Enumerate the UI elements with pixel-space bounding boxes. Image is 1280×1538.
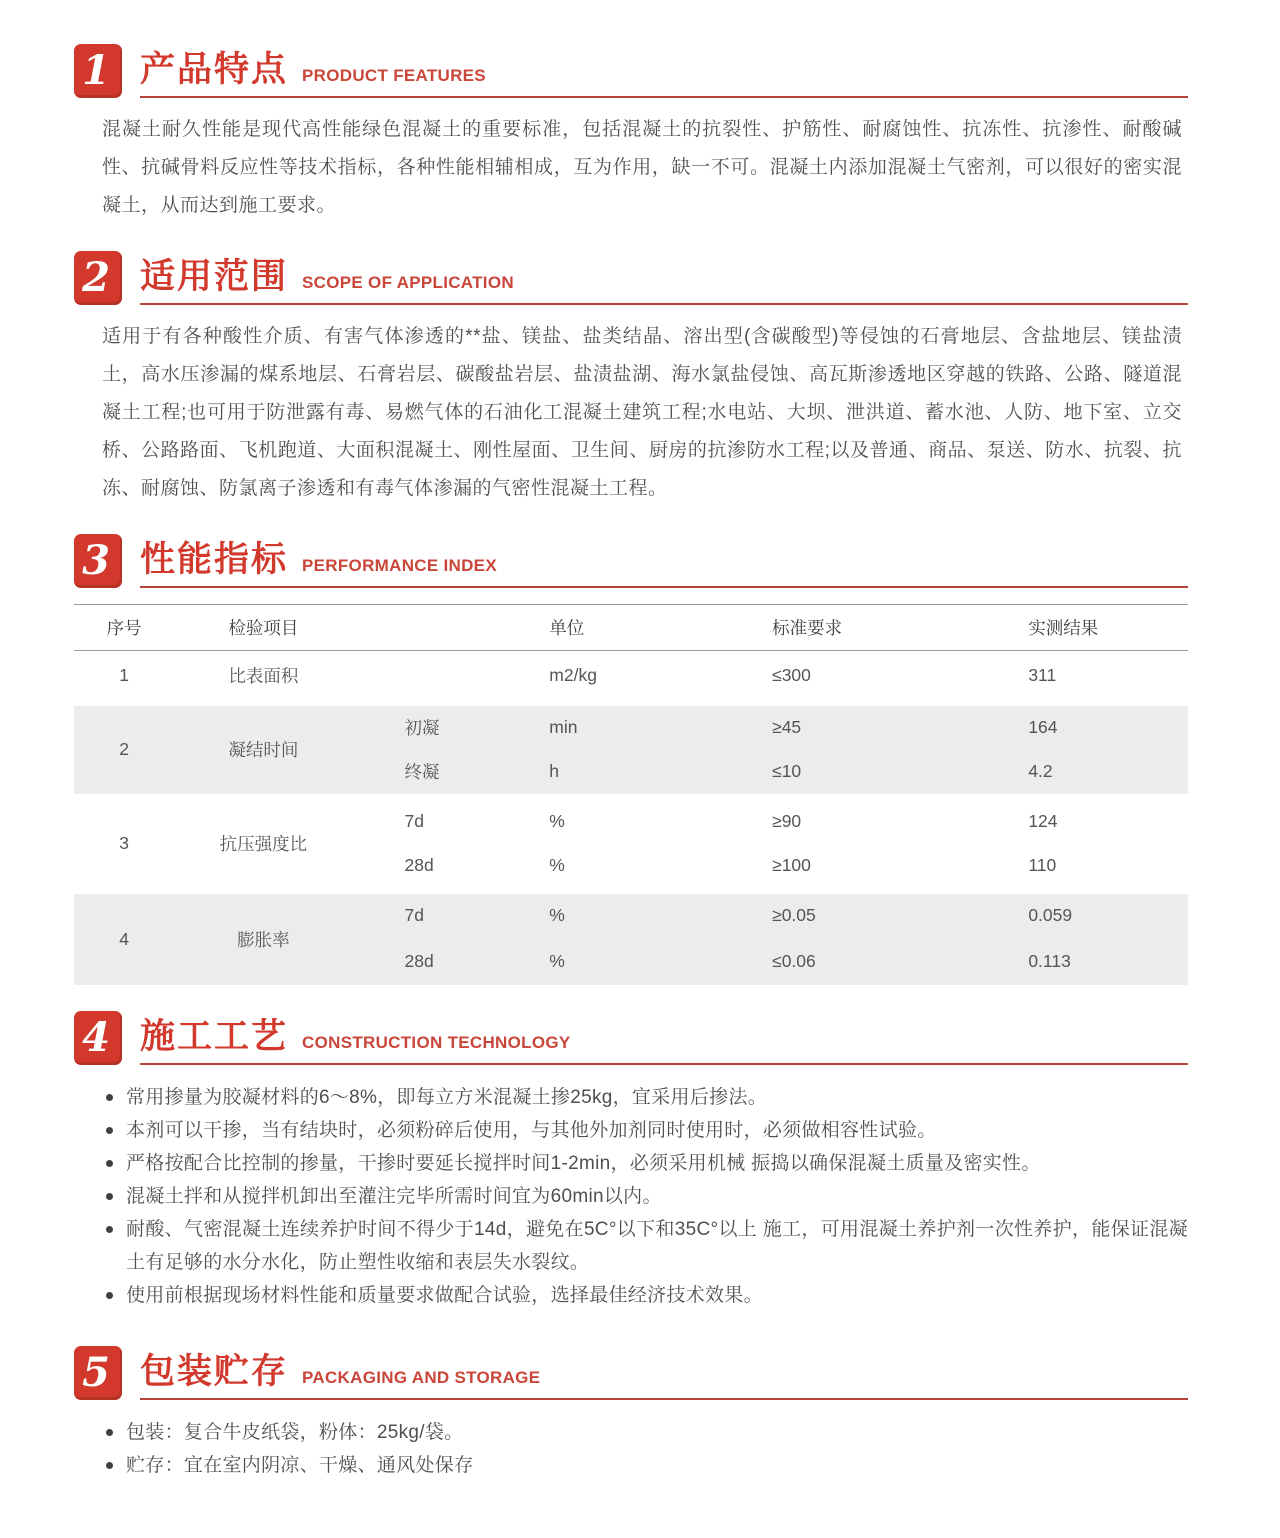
cell-unit: % bbox=[497, 891, 720, 938]
bullet-item: 使用前根据现场材料性能和质量要求做配合试验，选择最佳经济技术效果。 bbox=[104, 1279, 1188, 1312]
section-title-en: PERFORMANCE INDEX bbox=[302, 556, 497, 576]
cell-no: 4 bbox=[74, 891, 174, 985]
bullet-item: 常用掺量为胶凝材料的6～8%，即每立方米混凝土掺25kg，宜采用后掺法。 bbox=[104, 1081, 1188, 1114]
cell-unit: % bbox=[497, 938, 720, 985]
table-row-specific-surface bbox=[74, 651, 1188, 703]
cell-unit: h bbox=[497, 750, 720, 797]
cell-item: 凝结时间 bbox=[174, 703, 352, 797]
section-title-rule bbox=[140, 52, 1188, 98]
cell-result: 164 bbox=[976, 703, 1188, 750]
section-title-rule bbox=[140, 1016, 1188, 1065]
table-row-setting-time-initial bbox=[74, 703, 1188, 750]
table-header-row bbox=[74, 605, 1188, 651]
section-title-en: PRODUCT FEATURES bbox=[302, 66, 486, 86]
bullet-item: 本剂可以干掺，当有结块时，必须粉碎后使用，与其他外加剂同时使用时，必须做相容性试验。 bbox=[104, 1114, 1188, 1147]
cell-sub bbox=[352, 651, 497, 703]
cell-result: 0.059 bbox=[976, 891, 1188, 938]
section-number-badge: 5 bbox=[74, 1346, 122, 1400]
cell-standard: ≤0.06 bbox=[720, 938, 976, 985]
cell-unit: % bbox=[497, 797, 720, 844]
section-title-zh: 包装贮存 bbox=[140, 1351, 289, 1391]
section-title-zh: 产品特点 bbox=[140, 50, 289, 90]
section-title-rule bbox=[140, 542, 1188, 588]
bullet-item: 耐酸、气密混凝土连续养护时间不得少于14d，避免在5C°以下和35C°以上 施工，可用混凝土养护剂一次性养护，能保证混凝土有足够的水分水化，防止塑性收缩和表层失水裂纹。 bbox=[104, 1213, 1188, 1279]
cell-standard: ≥100 bbox=[772, 855, 811, 875]
cell-unit: m2/kg bbox=[549, 664, 597, 685]
cell-result: 4.2 bbox=[976, 750, 1188, 797]
cell-sub: 28d bbox=[352, 938, 497, 985]
cell-standard: ≤300 bbox=[772, 664, 811, 685]
section-title-en: PACKAGING AND STORAGE bbox=[302, 1367, 541, 1387]
cell-result: 0.113 bbox=[976, 938, 1188, 985]
section-title-zh: 适用范围 bbox=[140, 257, 289, 297]
section-title-en: SCOPE OF APPLICATION bbox=[302, 273, 514, 293]
section-performance-index bbox=[74, 534, 1188, 985]
product-features-paragraph: 混凝土耐久性能是现代高性能绿色混凝土的重要标准，包括混凝土的抗裂性、护筋性、耐腐蚀性、抗冻性、抗渗性、耐酸碱性、抗碱骨料反应性等技术指标，各种性能相辅相成，互为作用，缺一不可。混凝土内添加混凝土气密剂，可以很好的密实混凝土，从而达到施工要求。 bbox=[102, 119, 1182, 216]
section-title-rule bbox=[140, 259, 1188, 305]
scope-paragraph: 适用于有各种酸性介质、有害气体渗透的**盐、镁盐、盐类结晶、溶出型(含碳酸型)等侵蚀的石膏地层、含盐地层、镁盐渍土，高水压渗漏的煤系地层、石膏岩层、碳酸盐岩层、盐渍盐湖、海水氯盐侵蚀、高瓦斯渗透地区穿越的铁路、公路、隧道混凝土工程;也可用于防泄露有毒、易燃气体的石油化工混凝土建筑工程;水电站、大坝、泄洪道、蓄水池、人防、地下室、立交桥、公路路面、飞机跑道、大面积混凝土、刚性屋面、卫生间、厨房的抗渗防水工程;以及普通、商品、泵送、防水、抗裂、抗冻、耐腐蚀、防氯离子渗透和有毒气体渗漏的气密性混凝土工程。 bbox=[102, 326, 1182, 499]
cell-item: 抗压强度比 bbox=[174, 797, 352, 891]
section-number-badge: 1 bbox=[74, 44, 122, 98]
cell-unit: % bbox=[549, 855, 565, 875]
cell-standard: ≤10 bbox=[720, 750, 976, 797]
section-title-zh: 施工工艺 bbox=[140, 1016, 289, 1056]
section-number-badge: 2 bbox=[74, 251, 122, 305]
section-packaging-storage bbox=[74, 1346, 1188, 1482]
cell-result: 110 bbox=[1028, 855, 1057, 875]
col-header-standard: 标准要求 bbox=[720, 605, 976, 651]
section-number-badge: 4 bbox=[74, 1011, 122, 1065]
cell-sub: 初凝 bbox=[352, 703, 497, 750]
section-scope-of-application bbox=[74, 251, 1188, 508]
section-title-zh: 性能指标 bbox=[140, 540, 289, 580]
cell-no: 3 bbox=[74, 797, 174, 891]
section-header bbox=[74, 44, 1188, 98]
bullet-item: 混凝土拌和从搅拌机卸出至灌注完毕所需时间宜为60min以内。 bbox=[104, 1180, 1188, 1213]
cell-unit: min bbox=[497, 703, 720, 750]
cell-standard: ≥0.05 bbox=[720, 891, 976, 938]
cell-no: 2 bbox=[74, 703, 174, 797]
section-construction-technology bbox=[74, 1011, 1188, 1312]
bullet-item: 贮存：宜在室内阴凉、干燥、通风处保存 bbox=[104, 1449, 1188, 1482]
cell-sub: 7d bbox=[352, 891, 497, 938]
cell-no: 1 bbox=[119, 664, 129, 685]
performance-table bbox=[74, 604, 1188, 985]
cell-standard: ≥45 bbox=[720, 703, 976, 750]
section-product-features bbox=[74, 44, 1188, 225]
bullet-item: 包装：复合牛皮纸袋，粉体：25kg/袋。 bbox=[104, 1416, 1188, 1449]
section-number-badge: 3 bbox=[74, 534, 122, 588]
section-header bbox=[74, 534, 1188, 588]
cell-sub: 7d bbox=[352, 797, 497, 844]
section-header bbox=[74, 1346, 1188, 1400]
col-header-unit: 单位 bbox=[497, 605, 720, 651]
section-header bbox=[74, 251, 1188, 305]
cell-item: 比表面积 bbox=[228, 665, 299, 686]
col-header-item: 检验项目 bbox=[174, 605, 352, 651]
col-header-result: 实测结果 bbox=[976, 605, 1188, 651]
cell-result: 311 bbox=[1028, 664, 1057, 685]
col-header-no: 序号 bbox=[74, 605, 174, 651]
section-title-en: CONSTRUCTION TECHNOLOGY bbox=[302, 1032, 571, 1052]
cell-item: 膨胀率 bbox=[174, 891, 352, 985]
section-title-rule bbox=[140, 1351, 1188, 1400]
packaging-bullet-list bbox=[104, 1416, 1188, 1482]
cell-sub: 终凝 bbox=[352, 750, 497, 797]
cell-sub: 28d bbox=[404, 855, 434, 875]
table-row-expansion-rate-7d bbox=[74, 891, 1188, 938]
table-row-compressive-ratio-7d bbox=[74, 797, 1188, 844]
bullet-item: 严格按配合比控制的掺量，干掺时要延长搅拌时间1-2min，必须采用机械 振捣以确保混凝土质量及密实性。 bbox=[104, 1147, 1188, 1180]
section-header bbox=[74, 1011, 1188, 1065]
cell-result: 124 bbox=[976, 797, 1188, 844]
col-header-sub bbox=[352, 605, 497, 651]
construction-bullet-list bbox=[104, 1081, 1188, 1312]
cell-standard: ≥90 bbox=[720, 797, 976, 844]
